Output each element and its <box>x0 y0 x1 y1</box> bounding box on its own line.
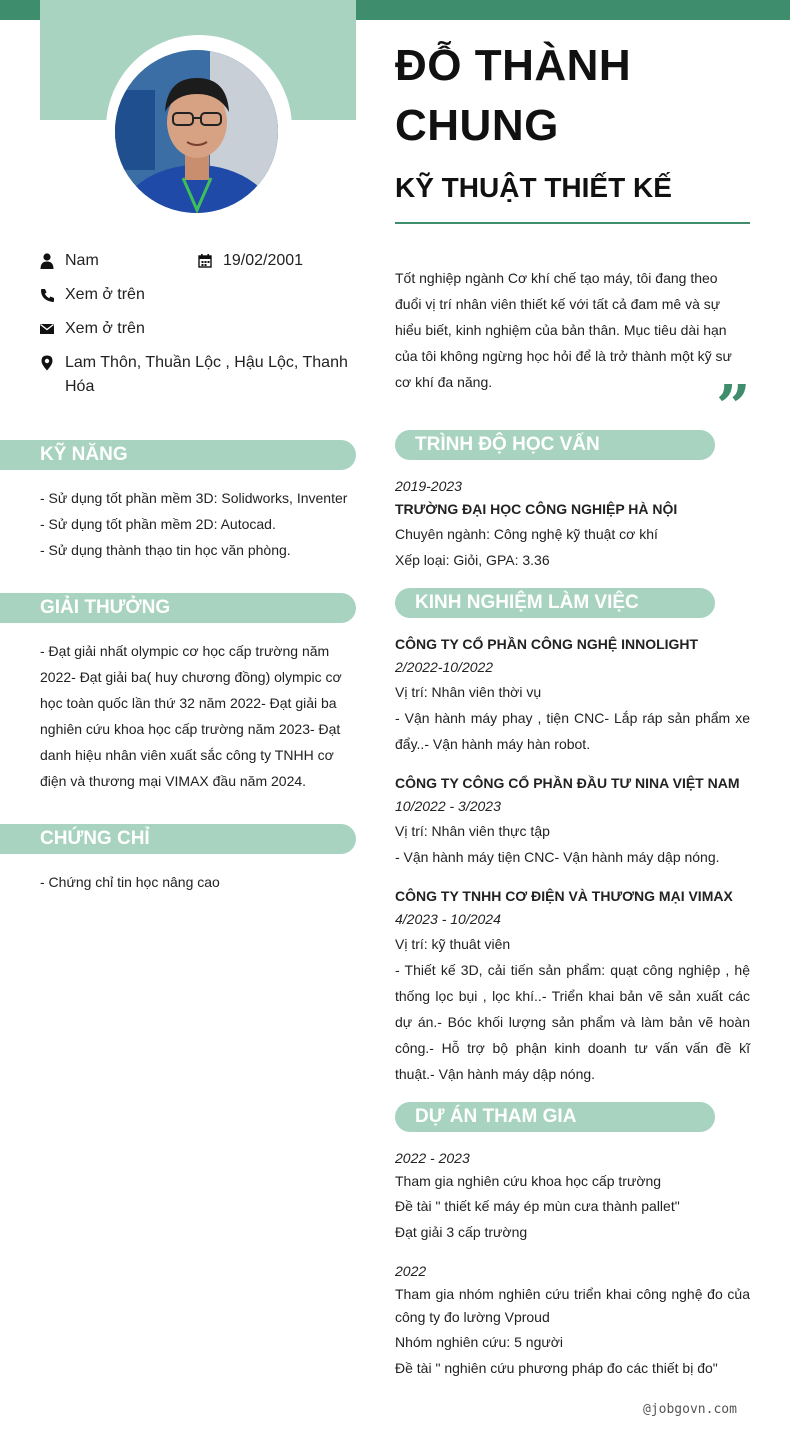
title-divider <box>395 222 750 224</box>
project-line: Đề tài " nghiên cứu phương pháp đo các thiết bị đo" <box>395 1360 718 1376</box>
address-value: Lam Thôn, Thuần Lộc , Hậu Lộc, Thanh Hóa <box>65 354 348 395</box>
quote-icon: ” <box>716 373 751 443</box>
calendar-icon <box>198 253 212 269</box>
project-entry <box>395 1147 750 1245</box>
awards-text: - Đạt giải nhất olympic cơ học cấp trường năm 2022- Đạt giải ba( huy chương đồng) olympic cơ học toàn quốc lần thứ 32 năm 2022- Đạt giải ba nghiên cứu khoa học cấp trường năm 2023- Đạt danh hiệu nhân viên xuất sắc công ty TNHH cơ điện và thương mại VIMAX đầu năm 2024. <box>40 643 342 789</box>
project-line: Tham gia nhóm nghiên cứu triển khai công nghệ đo của công ty đo lường Vproud <box>395 1286 750 1325</box>
job-description: - Vận hành máy phay , tiện CNC- Lắp ráp sản phẩm xe đẩy..- Vận hành máy hàn robot. <box>395 710 750 752</box>
experience-heading: KINH NGHIỆM LÀM VIỆC <box>395 588 715 618</box>
project-date: 2022 - 2023 <box>395 1150 470 1166</box>
objective-text: Tốt nghiệp ngành Cơ khí chế tạo máy, tôi đang theo đuổi vị trí nhân viên thiết kế với tất cả đam mê và sự hiểu biết, kinh nghiệm của bản thân. Mục tiêu dài hạn của tôi không ngừng học hỏi để là trở thành một kỹ sư cơ khí đa năng. <box>395 270 732 390</box>
project-line: Đề tài " thiết kế máy ép mùn cưa thành pallet" <box>395 1198 680 1214</box>
job-company: CÔNG TY CÔNG CỔ PHẦN ĐẦU TƯ NINA VIỆT NAM <box>395 775 740 791</box>
education-major: Chuyên ngành: Công nghệ kỹ thuật cơ khí <box>395 526 658 542</box>
skills-list <box>40 485 350 563</box>
job-position: Vị trí: kỹ thuât viên <box>395 936 511 952</box>
education-date: 2019-2023 <box>395 478 462 494</box>
avatar <box>115 50 278 213</box>
user-icon <box>40 253 54 269</box>
watermark: @jobgovn.com <box>643 1402 737 1417</box>
email-value: Xem ở trên <box>65 320 145 337</box>
list-item: - Sử dụng tốt phần mềm 3D: Solidworks, Inventer <box>40 490 348 506</box>
mail-icon <box>40 321 54 337</box>
project-line: Đạt giải 3 cấp trường <box>395 1224 528 1240</box>
job-entry <box>395 772 750 870</box>
project-entry <box>395 1260 750 1381</box>
job-description: - Thiết kế 3D, cải tiến sản phẩm: quạt công nghiệp , hệ thống lọc bụi , lọc khí..- Triển khai bản vẽ sản xuất các dự án.- Bóc khối lượng sản phẩm và làm bản vẽ hoàn công.- Hỗ trợ bộ phận kinh doanh tư vấn vấn đề kĩ thuật.- Vận hành máy dập nóng. <box>395 962 750 1082</box>
project-line: Nhóm nghiên cứu: 5 người <box>395 1334 564 1350</box>
job-description: - Vận hành máy tiện CNC- Vận hành máy dập nóng. <box>395 849 720 865</box>
job-position: Vị trí: Nhân viên thực tập <box>395 823 550 839</box>
school-name: TRƯỜNG ĐẠI HỌC CÔNG NGHIỆP HÀ NỘI <box>395 501 678 517</box>
job-entry <box>395 885 750 1087</box>
education-heading: TRÌNH ĐỘ HỌC VẤN <box>395 430 715 460</box>
awards-heading: GIẢI THƯỞNG <box>0 593 356 623</box>
candidate-role: KỸ THUẬT THIẾT KẾ <box>395 172 672 203</box>
candidate-name: ĐỖ THÀNH CHUNG <box>395 41 632 150</box>
list-item: - Sử dụng tốt phần mềm 2D: Autocad. <box>40 516 276 532</box>
projects-heading: DỰ ÁN THAM GIA <box>395 1102 715 1132</box>
job-entry <box>395 633 750 757</box>
job-company: CÔNG TY TNHH CƠ ĐIỆN VÀ THƯƠNG MẠI VIMAX <box>395 888 733 904</box>
phone-icon <box>40 287 54 303</box>
list-item: - Chứng chỉ tin học nâng cao <box>40 874 220 890</box>
education-grade: Xếp loại: Giỏi, GPA: 3.36 <box>395 552 550 568</box>
project-line: Tham gia nghiên cứu khoa học cấp trường <box>395 1173 662 1189</box>
phone-value: Xem ở trên <box>65 286 145 303</box>
job-date: 4/2023 - 10/2024 <box>395 911 501 927</box>
certificates-heading: CHỨNG CHỈ <box>0 824 356 854</box>
job-company: CÔNG TY CỔ PHẦN CÔNG NGHỆ INNOLIGHT <box>395 636 699 652</box>
certificates-list <box>40 869 350 895</box>
job-date: 2/2022-10/2022 <box>395 659 494 675</box>
job-date: 10/2022 - 3/2023 <box>395 798 501 814</box>
skills-heading: KỸ NĂNG <box>0 440 356 470</box>
education-entry <box>395 475 750 573</box>
list-item: - Sử dụng thành thạo tin học văn phòng. <box>40 542 291 558</box>
location-pin-icon <box>40 355 54 371</box>
project-date: 2022 <box>395 1263 427 1279</box>
job-position: Vị trí: Nhân viên thời vụ <box>395 684 542 700</box>
dob-value: 19/02/2001 <box>223 252 304 269</box>
gender-value: Nam <box>65 252 99 269</box>
